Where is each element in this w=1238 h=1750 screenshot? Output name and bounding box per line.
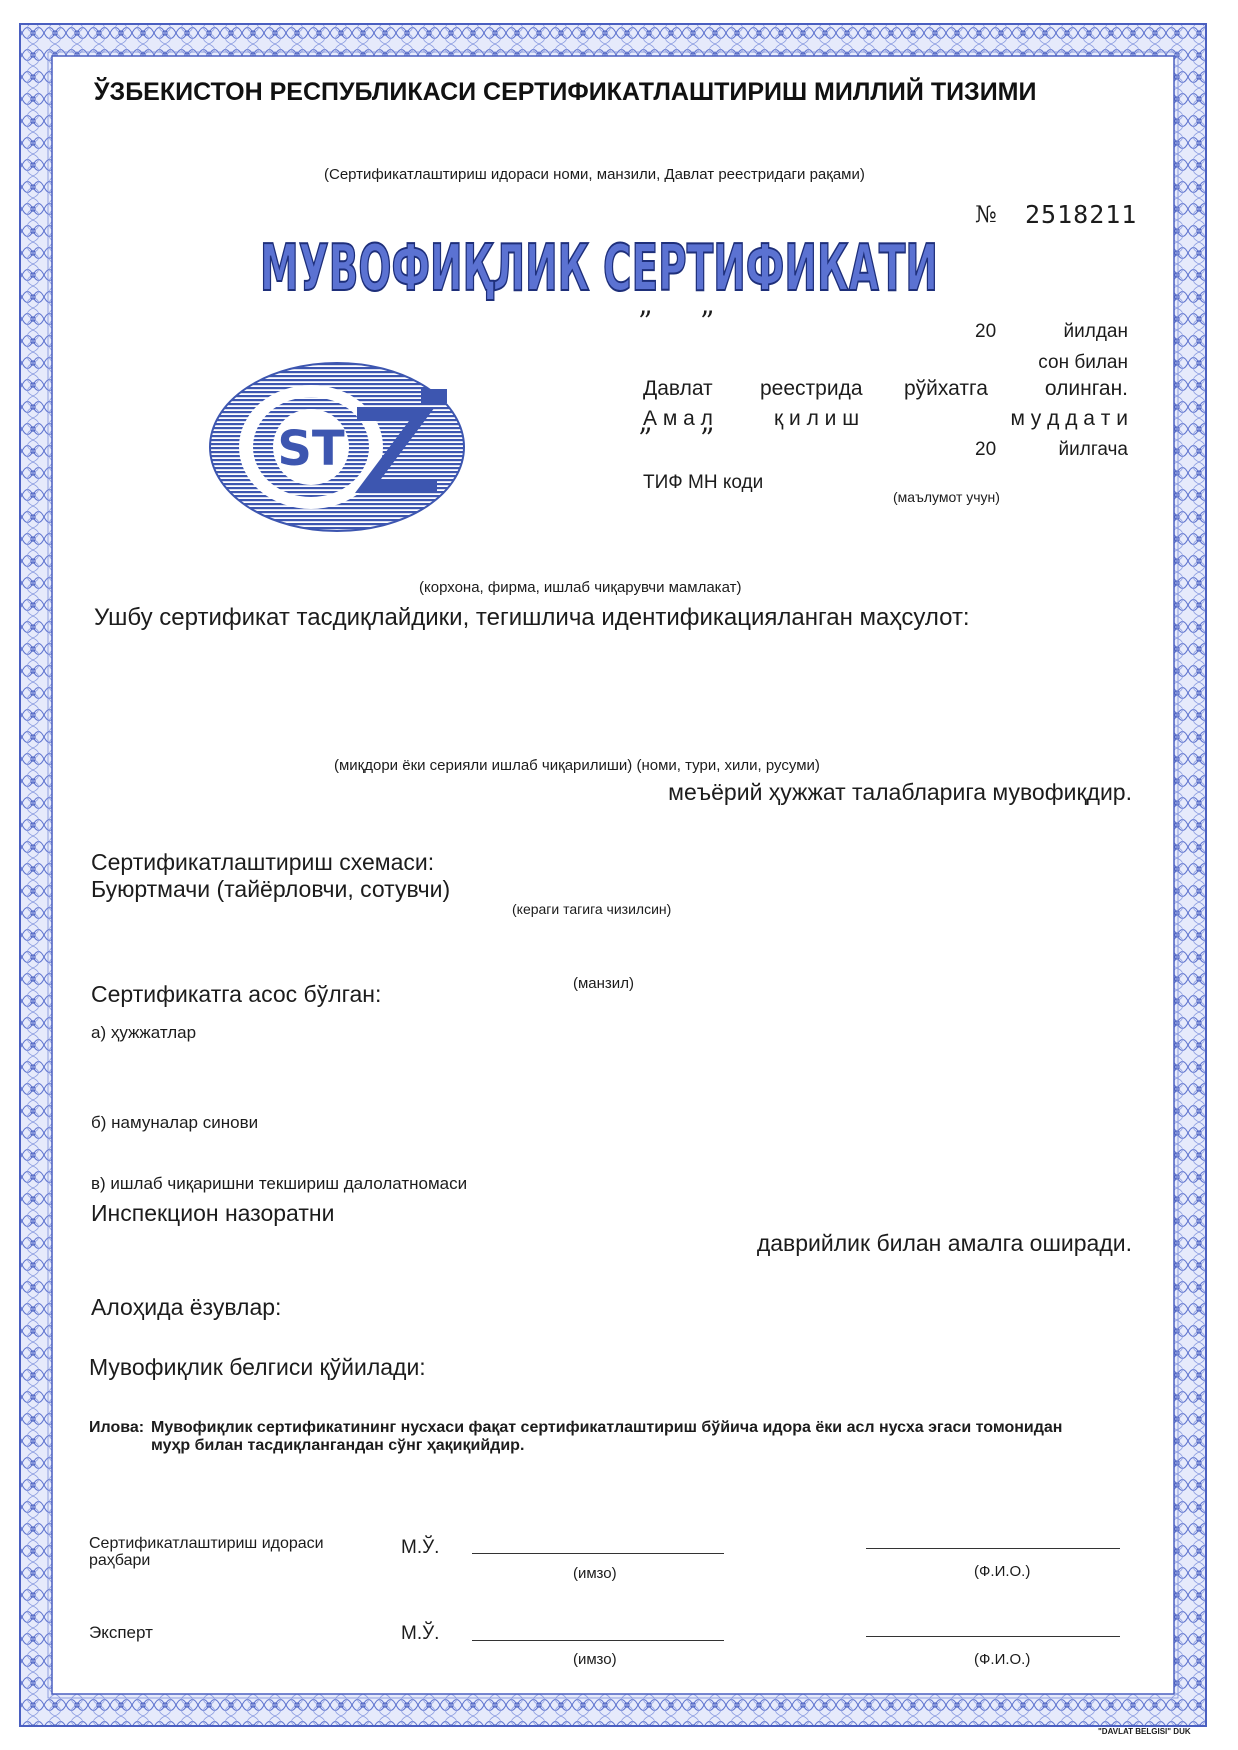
product-caption: (миқдори ёки серияли ишлаб чиқарилиши) (номи, тури, хили, русуми)	[334, 757, 820, 774]
header-title: ЎЗБЕКИСТОН РЕСПУБЛИКАСИ СЕРТИФИКАТЛАШТИРИШ МИЛЛИЙ ТИЗИМИ	[94, 78, 1037, 106]
number-with-label: сон билан	[1038, 352, 1128, 373]
reg-word-3: рўйхатга	[904, 377, 988, 400]
head-title-line-1: Сертификатлаштириш идораси	[89, 1535, 324, 1552]
inspection-label: Инспекцион назоратни	[91, 1200, 335, 1226]
validity-word-3: м у д д а т и	[1010, 407, 1128, 430]
address-caption: (манзил)	[573, 975, 634, 992]
special-notes-label: Алоҳида ёзувлар:	[91, 1294, 282, 1320]
reg-word-2: реестрида	[760, 377, 863, 400]
valid-open-quote: ”	[638, 422, 653, 455]
logo-st-text: ST	[277, 421, 345, 477]
head-name-caption: (Ф.И.О.)	[974, 1563, 1031, 1580]
certificate-title	[258, 228, 940, 308]
certificate-title-text: МУВОФИҚЛИК СЕРТИФИКАТИ	[260, 232, 938, 306]
customer-label: Буюртмачи (тайёрловчи, сотувчи)	[91, 876, 451, 902]
annex-text-line-1: Мувофиқлик сертификатининг нусхаси фақат сертификатлаштириш бўйича идора ёки асл нусха эгаси томонидан	[151, 1420, 1063, 1436]
basis-a: а) ҳужжатлар	[91, 1023, 197, 1042]
printer-mark: "DAVLAT BELGISI" DUK	[1098, 1727, 1191, 1736]
expert-name-caption: (Ф.И.О.)	[974, 1651, 1031, 1668]
annex-label: Илова:	[89, 1419, 145, 1436]
validity-word-1: А м а л	[643, 407, 713, 430]
head-name-line	[866, 1548, 1120, 1549]
conforms-text: меъёрий ҳужжат талабларига мувофиқдир.	[668, 779, 1132, 805]
head-title-line-2: раҳбари	[89, 1552, 151, 1569]
reg-word-1: Давлат	[643, 377, 713, 400]
authority-caption: (Сертификатлаштириш идораси номи, манзили, Давлат реестридаги рақами)	[324, 166, 865, 183]
expert-label: Эксперт	[89, 1623, 153, 1642]
expert-seal-place: М.Ў.	[401, 1623, 440, 1644]
number-sign: №	[975, 202, 997, 228]
until-label: йилгача	[1058, 439, 1128, 460]
conformity-mark-label: Мувофиқлик белгиси қўйилади:	[89, 1354, 426, 1380]
basis-label: Сертификатга асос бўлган:	[91, 981, 382, 1007]
info-caption: (маълумот учун)	[893, 489, 1000, 505]
company-caption: (корхона, фирма, ишлаб чиқарувчи мамлакат)	[419, 579, 742, 596]
validity-word-2: қ и л и ш	[774, 407, 860, 430]
date-close-quote: ”	[700, 305, 715, 338]
stz-logo	[207, 359, 467, 535]
expert-signature-caption: (имзо)	[573, 1651, 617, 1668]
expert-signature-line	[472, 1640, 724, 1641]
valid-close-quote: ”	[700, 422, 715, 455]
basis-c: в) ишлаб чиқаришни текшириш далолатномаси	[91, 1174, 468, 1193]
head-seal-place: М.Ў.	[401, 1537, 440, 1558]
periodic-text: даврийлик билан амалга оширади.	[756, 1230, 1132, 1256]
certificate-number: 2518211	[1025, 200, 1138, 229]
annex-text-line-2: муҳр билан тасдиқлангандан сўнг ҳақиқийдир.	[151, 1437, 525, 1454]
head-signature-caption: (имзо)	[573, 1565, 617, 1582]
underline-caption: (кераги тагига чизилсин)	[512, 901, 672, 917]
expert-name-line	[866, 1636, 1120, 1637]
tnved-label: ТИФ МН коди	[643, 472, 764, 493]
basis-b: б) намуналар синови	[91, 1113, 259, 1132]
from-label: йилдан	[1063, 321, 1128, 342]
head-signature-line	[472, 1553, 724, 1554]
reg-word-4: олинган.	[1044, 377, 1128, 400]
scheme-label: Сертификатлаштириш схемаси:	[91, 849, 435, 875]
confirms-text: Ушбу сертификат тасдиқлайдики, тегишлича идентификацияланган маҳсулот:	[94, 604, 970, 631]
date-open-quote: ”	[638, 305, 653, 338]
valid-year-prefix: 20	[975, 439, 997, 460]
year-prefix: 20	[975, 321, 997, 342]
